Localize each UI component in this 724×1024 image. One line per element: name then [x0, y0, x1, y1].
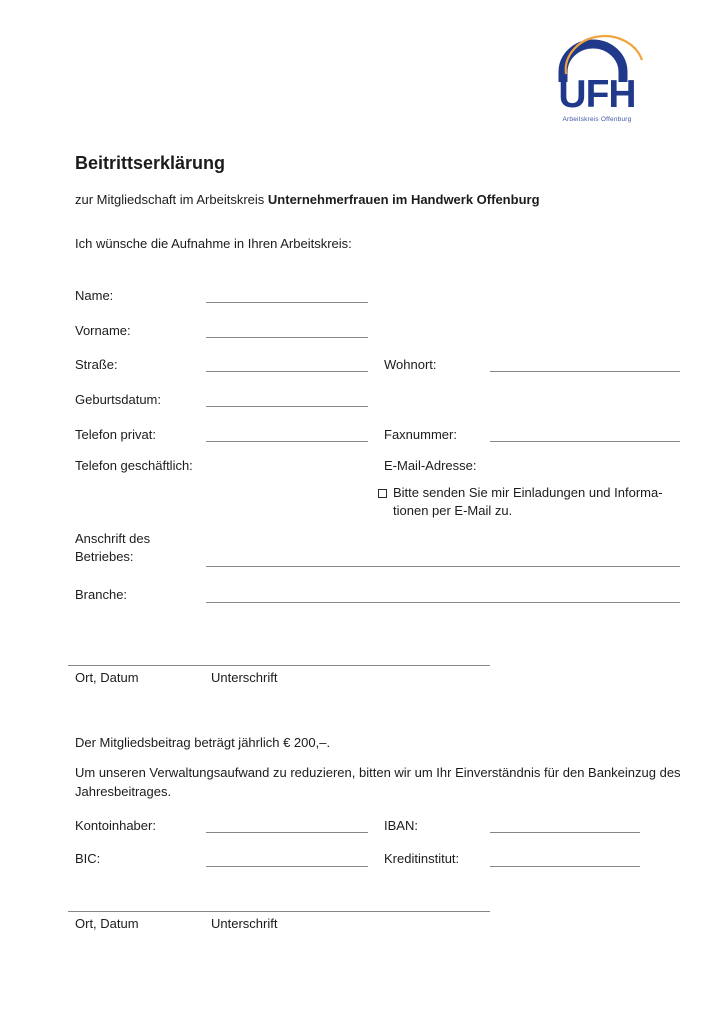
vorname-label: Vorname:	[75, 323, 131, 338]
vorname-input-line[interactable]	[206, 337, 368, 338]
strasse-input-line[interactable]	[206, 371, 368, 372]
ort-datum-label-2: Ort, Datum	[75, 916, 139, 931]
page-title: Beitrittserklärung	[75, 153, 226, 173]
email-consent-text-line2: tionen per E-Mail zu.	[393, 503, 513, 518]
unterschrift-label-2: Unterschrift	[211, 916, 278, 931]
ufh-wordmark: UFH	[558, 73, 636, 116]
faxnummer-label: Faxnummer:	[384, 427, 457, 442]
kontoinhaber-input-line[interactable]	[206, 832, 368, 833]
intro-text: Ich wünsche die Aufnahme in Ihren Arbeitskreis:	[75, 236, 352, 251]
branche-input-line[interactable]	[206, 602, 680, 603]
kontoinhaber-label: Kontoinhaber:	[75, 818, 156, 833]
signature-line-1[interactable]	[68, 665, 490, 666]
subtitle-organization: Unternehmerfrauen im Handwerk Offenburg	[267, 192, 540, 207]
branche-label: Branche:	[75, 587, 128, 602]
bic-label: BIC:	[75, 851, 101, 866]
ufh-logo	[549, 32, 645, 123]
ufh-caption: Arbeitskreis Offenburg	[562, 116, 632, 123]
subtitle	[75, 192, 540, 208]
telefon-privat-input-line[interactable]	[206, 441, 368, 442]
kreditinstitut-input-line[interactable]	[490, 866, 640, 867]
debit-consent-text: Um unseren Verwaltungsaufwand zu reduzieren, bitten wir um Ihr Einverständnis für den Bankeinzug des Jahresbeitrages.	[75, 765, 681, 799]
unterschrift-label-1: Unterschrift	[211, 670, 278, 685]
ort-datum-label-1: Ort, Datum	[75, 670, 139, 685]
subtitle-prefix: zur Mitgliedschaft im Arbeitskreis	[75, 192, 265, 207]
fee-text: Der Mitgliedsbeitrag beträgt jährlich € 200,–.	[75, 735, 331, 750]
bic-input-line[interactable]	[206, 866, 368, 867]
faxnummer-input-line[interactable]	[490, 441, 680, 442]
email-consent-checkbox[interactable]	[378, 489, 387, 498]
email-label: E-Mail-Adresse:	[384, 458, 477, 473]
wohnort-input-line[interactable]	[490, 371, 680, 372]
anschrift-label-line1: Anschrift des	[75, 531, 151, 546]
geburtsdatum-input-line[interactable]	[206, 406, 368, 407]
kreditinstitut-label: Kreditinstitut:	[384, 851, 460, 866]
iban-input-line[interactable]	[490, 832, 640, 833]
email-consent-text-line1: Bitte senden Sie mir Einladungen und Informa-	[393, 485, 663, 500]
name-input-line[interactable]	[206, 302, 368, 303]
anschrift-label-line2: Betriebes:	[75, 549, 134, 564]
strasse-label: Straße:	[75, 357, 118, 372]
signature-line-2[interactable]	[68, 911, 490, 912]
telefon-geschaeftlich-label: Telefon geschäftlich:	[75, 458, 193, 473]
geburtsdatum-label: Geburtsdatum:	[75, 392, 161, 407]
name-label: Name:	[75, 288, 114, 303]
wohnort-label: Wohnort:	[384, 357, 437, 372]
telefon-privat-label: Telefon privat:	[75, 427, 156, 442]
anschrift-input-line[interactable]	[206, 566, 680, 567]
iban-label: IBAN:	[384, 818, 418, 833]
